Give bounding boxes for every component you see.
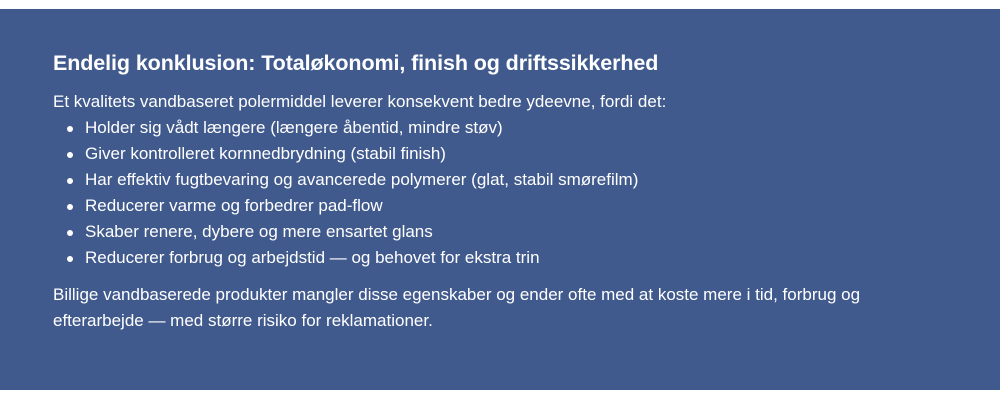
list-item (67, 219, 947, 245)
bullet-icon (67, 230, 73, 236)
list-item-text: Giver kontrolleret kornnedbrydning (stabil finish) (85, 144, 446, 163)
list-item (67, 167, 947, 193)
bullet-icon (67, 152, 73, 158)
list-item (67, 115, 947, 141)
bullet-icon (67, 126, 73, 132)
conclusion-title: Endelig konklusion: Totaløkonomi, finish og driftssikkerhed (53, 51, 659, 75)
list-item-text: Reducerer varme og forbedrer pad-flow (85, 196, 383, 215)
list-item (67, 245, 947, 271)
list-item-text: Holder sig vådt længere (længere åbentid, mindre støv) (85, 118, 503, 137)
list-item (67, 141, 947, 167)
bullet-icon (67, 204, 73, 210)
list-item-text: Skaber renere, dybere og mere ensartet glans (85, 222, 433, 241)
list-item-text: Har effektiv fugtbevaring og avancerede polymerer (glat, stabil smørefilm) (85, 170, 639, 189)
bullet-icon (67, 178, 73, 184)
bullet-icon (67, 256, 73, 262)
list-item-text: Reducerer forbrug og arbejdstid — og behovet for ekstra trin (85, 248, 540, 267)
benefit-list (53, 115, 947, 271)
closing-text: Billige vandbaserede produkter mangler disse egenskaber og ender ofte med at koste mere i tid, forbrug og efterarbejde — med større risiko for reklamationer. (53, 285, 861, 330)
list-item (67, 193, 947, 219)
conclusion-panel (0, 9, 1000, 390)
intro-text: Et kvalitets vandbaseret polermiddel leverer konsekvent bedre ydeevne, fordi det: (53, 92, 667, 111)
